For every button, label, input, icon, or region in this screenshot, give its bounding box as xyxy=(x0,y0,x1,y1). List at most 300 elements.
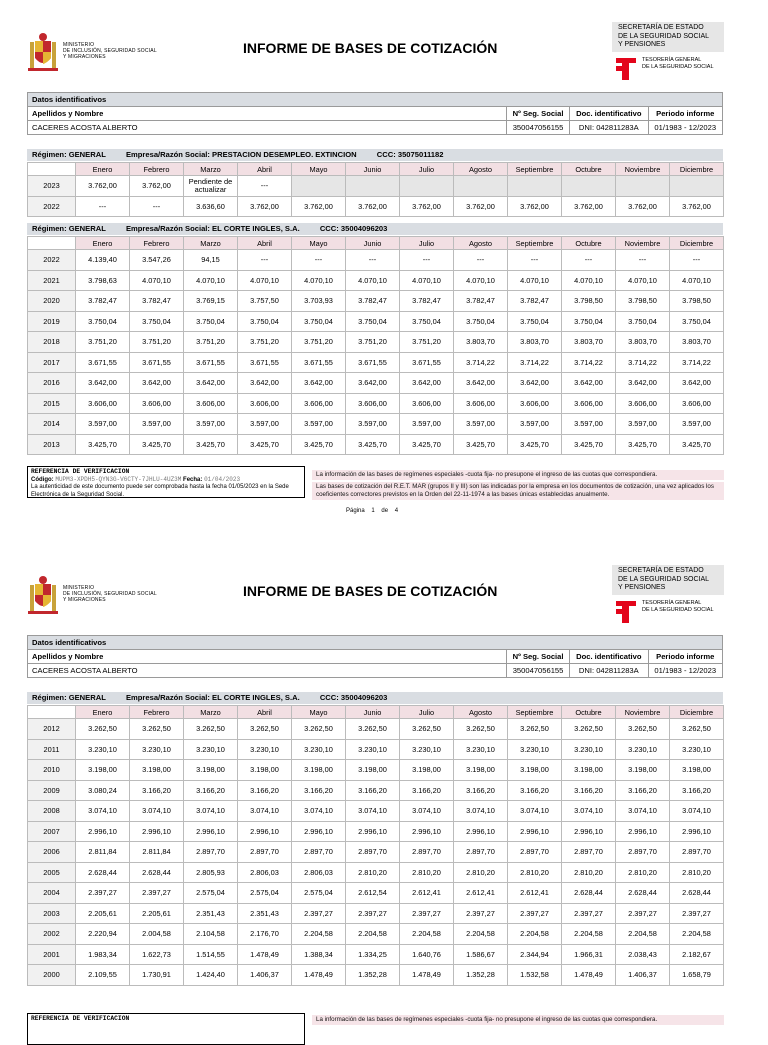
base-value-cell: 94,15 xyxy=(184,250,238,271)
date-label: Fecha: xyxy=(183,476,203,483)
base-value-cell: 1.966,31 xyxy=(562,944,616,965)
base-value-cell: 2.220,94 xyxy=(76,924,130,945)
month-header: Septiembre xyxy=(508,163,562,176)
base-value-cell: 2.397,27 xyxy=(346,903,400,924)
table-row xyxy=(28,924,724,945)
base-value-cell: 2.996,10 xyxy=(238,821,292,842)
base-value-cell: 2.628,44 xyxy=(562,883,616,904)
note: La información de las bases de regímenes especiales -cuota fija- no presupone el ingreso de las cuotas que correspondiera. xyxy=(312,470,724,480)
base-value-cell: 3.642,00 xyxy=(292,373,346,394)
base-value-cell: 3.262,50 xyxy=(130,719,184,740)
base-value-cell: 2.810,20 xyxy=(508,862,562,883)
base-value-cell: 3.166,20 xyxy=(454,780,508,801)
base-value-cell: 3.597,00 xyxy=(184,414,238,435)
base-value-cell: 3.606,00 xyxy=(616,393,670,414)
base-value-cell: --- xyxy=(400,250,454,271)
base-value-cell: 1.730,91 xyxy=(130,965,184,986)
base-value-cell: 3.782,47 xyxy=(346,291,400,312)
base-value-cell: 3.425,70 xyxy=(184,434,238,455)
bases-table xyxy=(27,236,724,455)
table-row xyxy=(28,739,724,760)
verification-text: La autenticidad de este documento puede ser comprobada hasta la fecha 01/05/2023 en la Sede Electrónica de la Seguridad Social. xyxy=(31,484,289,498)
ministry-logo xyxy=(26,30,186,80)
base-value-cell: 3.198,00 xyxy=(76,760,130,781)
base-value-cell: 3.762,00 xyxy=(454,196,508,217)
base-value-cell: 3.198,00 xyxy=(508,760,562,781)
year-cell: 2000 xyxy=(28,965,76,986)
year-cell: 2012 xyxy=(28,719,76,740)
base-value-cell: 3.166,20 xyxy=(130,780,184,801)
base-value-cell: 2.996,10 xyxy=(184,821,238,842)
base-value-cell: 3.198,00 xyxy=(400,760,454,781)
base-value-cell: --- xyxy=(238,250,292,271)
base-value-cell: 2.810,20 xyxy=(400,862,454,883)
base-value-cell: --- xyxy=(238,176,292,197)
base-value-cell: 3.750,04 xyxy=(508,311,562,332)
base-value-cell: 3.714,22 xyxy=(508,352,562,373)
base-value-cell: 3.803,70 xyxy=(454,332,508,353)
ss-value: 350047056155 xyxy=(507,664,570,678)
base-value-cell: 2.397,27 xyxy=(670,903,724,924)
doc-value: DNI: 042811283A xyxy=(570,664,648,678)
report-page-1 xyxy=(0,24,768,520)
base-value-cell: 4.070,10 xyxy=(238,270,292,291)
base-value-cell: 3.762,00 xyxy=(562,196,616,217)
base-value-cell: 3.782,47 xyxy=(76,291,130,312)
base-value-cell: --- xyxy=(454,250,508,271)
year-cell: 2013 xyxy=(28,434,76,455)
verification-date: 01/04/2023 xyxy=(204,475,241,483)
base-value-cell xyxy=(292,176,346,197)
base-value-cell: 3.262,50 xyxy=(346,719,400,740)
base-value-cell: 2.996,10 xyxy=(562,821,616,842)
base-value-cell: 3.606,00 xyxy=(238,393,292,414)
base-value-cell: 3.425,70 xyxy=(76,434,130,455)
base-value-cell xyxy=(454,176,508,197)
base-value-cell: 3.166,20 xyxy=(400,780,454,801)
identity-section-title: Datos identificativos xyxy=(28,636,723,650)
base-value-cell: 1.478,49 xyxy=(400,965,454,986)
year-cell: 2018 xyxy=(28,332,76,353)
base-value-cell: 2.810,20 xyxy=(670,862,724,883)
month-header: Junio xyxy=(346,237,400,250)
base-value-cell: 3.751,20 xyxy=(400,332,454,353)
base-value-cell: 3.597,00 xyxy=(130,414,184,435)
notes xyxy=(312,1015,724,1027)
year-cell: 2006 xyxy=(28,842,76,863)
base-value-cell: 2.182,67 xyxy=(670,944,724,965)
month-header: Noviembre xyxy=(616,237,670,250)
company-label: Empresa/Razón Social: PRESTACION DESEMPLEO. EXTINCION xyxy=(125,150,357,159)
base-value-cell: 3.262,50 xyxy=(76,719,130,740)
base-value-cell: 3.606,00 xyxy=(292,393,346,414)
ministry-line: Y MIGRACIONES xyxy=(63,54,106,60)
base-value-cell: 2.351,43 xyxy=(238,903,292,924)
verification-heading: REFERENCIA DE VERIFICACION xyxy=(31,1015,130,1022)
year-cell: 2011 xyxy=(28,739,76,760)
base-value-cell: --- xyxy=(670,250,724,271)
base-value-cell: 3.230,10 xyxy=(670,739,724,760)
base-value-cell: 3.798,63 xyxy=(76,270,130,291)
base-value-cell: 2.810,20 xyxy=(346,862,400,883)
month-header: Julio xyxy=(400,706,454,719)
base-value-cell: 4.070,10 xyxy=(184,270,238,291)
base-value-cell xyxy=(346,176,400,197)
month-header: Noviembre xyxy=(616,706,670,719)
base-value-cell: 2.351,43 xyxy=(184,903,238,924)
base-value-cell: 3.803,70 xyxy=(562,332,616,353)
base-value-cell: 3.642,00 xyxy=(616,373,670,394)
base-value-cell: 3.597,00 xyxy=(616,414,670,435)
base-value-cell: 3.606,00 xyxy=(400,393,454,414)
base-value-cell: 3.750,04 xyxy=(616,311,670,332)
identity-table xyxy=(27,635,723,678)
base-value-cell: 3.262,50 xyxy=(400,719,454,740)
base-value-cell: 2.897,70 xyxy=(562,842,616,863)
page-title: INFORME DE BASES DE COTIZACIÓN xyxy=(243,40,498,56)
base-value-cell: 3.074,10 xyxy=(184,801,238,822)
base-value-cell: 2.628,44 xyxy=(670,883,724,904)
base-value-cell: 2.205,61 xyxy=(76,903,130,924)
month-header: Noviembre xyxy=(616,163,670,176)
base-value-cell: 3.198,00 xyxy=(562,760,616,781)
base-value-cell: 3.074,10 xyxy=(616,801,670,822)
base-value-cell: 3.642,00 xyxy=(400,373,454,394)
base-value-cell: 2.204,58 xyxy=(670,924,724,945)
table-row xyxy=(28,373,724,394)
base-value-cell: 3.606,00 xyxy=(130,393,184,414)
base-value-cell: 3.750,04 xyxy=(346,311,400,332)
month-header: Abril xyxy=(238,706,292,719)
base-value-cell: 2.204,58 xyxy=(616,924,670,945)
base-value-cell: 3.074,10 xyxy=(292,801,346,822)
base-value-cell: 3.230,10 xyxy=(76,739,130,760)
year-cell: 2023 xyxy=(28,176,76,197)
base-value-cell: 1.640,76 xyxy=(400,944,454,965)
regime-label: Régimen: GENERAL xyxy=(32,693,106,702)
base-value-cell: 2.397,27 xyxy=(130,883,184,904)
base-value-cell: 1.352,28 xyxy=(454,965,508,986)
year-cell: 2005 xyxy=(28,862,76,883)
base-value-cell: 3.425,70 xyxy=(400,434,454,455)
table-row xyxy=(28,965,724,986)
verification-box xyxy=(27,1013,305,1045)
base-value-cell: 3.597,00 xyxy=(508,414,562,435)
coat-of-arms-icon xyxy=(26,32,60,76)
base-value-cell: 3.762,00 xyxy=(130,176,184,197)
base-value-cell: 3.074,10 xyxy=(454,801,508,822)
base-value-cell: 2.575,04 xyxy=(238,883,292,904)
base-value-cell: 4.070,10 xyxy=(292,270,346,291)
base-value-cell: 3.262,50 xyxy=(508,719,562,740)
base-value-cell: 1.478,49 xyxy=(238,944,292,965)
base-value-cell: 1.334,25 xyxy=(346,944,400,965)
name-label: Apellidos y Nombre xyxy=(28,107,507,121)
ministry-line: Y MIGRACIONES xyxy=(63,597,106,603)
base-value-cell: --- xyxy=(130,196,184,217)
base-value-cell: 3.080,24 xyxy=(76,780,130,801)
base-value-cell: 3.714,22 xyxy=(616,352,670,373)
base-value-cell: 3.798,50 xyxy=(670,291,724,312)
base-value-cell: 2.104,58 xyxy=(184,924,238,945)
base-value-cell: 3.262,50 xyxy=(562,719,616,740)
base-value-cell: 2.996,10 xyxy=(400,821,454,842)
base-value-cell: 2.612,41 xyxy=(508,883,562,904)
tesoreria-line: DE LA SEGURIDAD SOCIAL xyxy=(642,64,714,70)
base-value-cell: 3.671,55 xyxy=(184,352,238,373)
base-value-cell: 3.074,10 xyxy=(346,801,400,822)
doc-label: Doc. identificativo xyxy=(570,650,648,664)
base-value-cell: 2.612,41 xyxy=(400,883,454,904)
base-value-cell: 2.897,70 xyxy=(346,842,400,863)
month-header: Febrero xyxy=(130,706,184,719)
base-value-cell: 2.628,44 xyxy=(130,862,184,883)
base-value-cell: 3.751,20 xyxy=(130,332,184,353)
base-value-cell: 3.782,47 xyxy=(454,291,508,312)
base-value-cell: 3.606,00 xyxy=(346,393,400,414)
base-value-cell: 2.996,10 xyxy=(454,821,508,842)
base-value-cell: 2.397,27 xyxy=(292,903,346,924)
base-value-cell: 3.166,20 xyxy=(508,780,562,801)
table-row xyxy=(28,760,724,781)
table-row xyxy=(28,393,724,414)
base-value-cell: 3.425,70 xyxy=(562,434,616,455)
year-cell: 2014 xyxy=(28,414,76,435)
name-label: Apellidos y Nombre xyxy=(28,650,507,664)
note: La información de las bases de regímenes especiales -cuota fija- no presupone el ingreso de las cuotas que correspondiera. xyxy=(312,1015,724,1025)
base-value-cell: 3.425,70 xyxy=(292,434,346,455)
base-value-cell: 3.762,00 xyxy=(76,176,130,197)
base-value-cell: 3.198,00 xyxy=(184,760,238,781)
ministry-line: MINISTERIO xyxy=(63,585,95,591)
base-value-cell: 3.597,00 xyxy=(76,414,130,435)
base-value-cell: 3.425,70 xyxy=(346,434,400,455)
base-value-cell: 2.897,70 xyxy=(184,842,238,863)
table-row xyxy=(28,801,724,822)
base-value-cell: 3.642,00 xyxy=(346,373,400,394)
name-value: CACERES ACOSTA ALBERTO xyxy=(28,121,507,135)
base-value-cell: 3.714,22 xyxy=(562,352,616,373)
base-value-cell: 3.751,20 xyxy=(346,332,400,353)
base-value-cell: 3.750,04 xyxy=(238,311,292,332)
regime-header xyxy=(27,223,723,235)
base-value-cell: 3.198,00 xyxy=(616,760,670,781)
base-value-cell: 2.204,58 xyxy=(508,924,562,945)
base-value-cell: 3.671,55 xyxy=(130,352,184,373)
base-value-cell: 3.230,10 xyxy=(184,739,238,760)
month-header: Diciembre xyxy=(670,706,724,719)
month-header: Enero xyxy=(76,237,130,250)
base-value-cell: --- xyxy=(76,196,130,217)
base-value-cell: 4.070,10 xyxy=(616,270,670,291)
base-value-cell: 3.750,04 xyxy=(184,311,238,332)
year-cell: 2004 xyxy=(28,883,76,904)
base-value-cell: 3.166,20 xyxy=(562,780,616,801)
base-value-cell: 3.606,00 xyxy=(562,393,616,414)
base-value-cell: 2.204,58 xyxy=(292,924,346,945)
table-row xyxy=(28,821,724,842)
base-value-cell: 1.983,34 xyxy=(76,944,130,965)
year-cell: 2022 xyxy=(28,196,76,217)
base-value-cell: 2.897,70 xyxy=(454,842,508,863)
secretaria-line: Y PENSIONES xyxy=(618,584,666,591)
base-value-cell: 3.547,26 xyxy=(130,250,184,271)
base-value-cell: 3.230,10 xyxy=(238,739,292,760)
base-value-cell: 3.762,00 xyxy=(346,196,400,217)
ss-label: Nº Seg. Social xyxy=(507,107,570,121)
pagination xyxy=(346,508,398,514)
page-title: INFORME DE BASES DE COTIZACIÓN xyxy=(243,583,498,599)
month-header: Julio xyxy=(400,163,454,176)
base-value-cell xyxy=(670,176,724,197)
base-value-cell: 1.424,40 xyxy=(184,965,238,986)
base-value-cell: --- xyxy=(616,250,670,271)
base-value-cell: 3.751,20 xyxy=(76,332,130,353)
base-value-cell: 3.262,50 xyxy=(454,719,508,740)
secretaria-line: SECRETARÍA DE ESTADO xyxy=(618,24,704,31)
base-value-cell: 3.642,00 xyxy=(130,373,184,394)
base-value-cell: 3.074,10 xyxy=(508,801,562,822)
base-value-cell: 3.757,50 xyxy=(238,291,292,312)
base-value-cell: 2.996,10 xyxy=(508,821,562,842)
base-value-cell: 2.205,61 xyxy=(130,903,184,924)
page-current: 1 xyxy=(371,508,375,514)
base-value-cell: 2.038,43 xyxy=(616,944,670,965)
base-value-cell: 3.262,50 xyxy=(238,719,292,740)
note: Las bases de cotización del R.E.T. MAR (grupos II y III) son las indicadas por la empresa en los documentos de cotización, una vez aplicados los coeficientes correctores previstos en la Orden del 22-11-1974 a las bases únicas establecidas anualmente. xyxy=(312,482,724,500)
bases-table xyxy=(27,162,724,217)
base-value-cell: 3.782,47 xyxy=(130,291,184,312)
corner-cell xyxy=(28,163,76,176)
tgss-logo-icon xyxy=(614,599,638,625)
base-value-cell: 4.139,40 xyxy=(76,250,130,271)
year-cell: 2009 xyxy=(28,780,76,801)
year-cell: 2015 xyxy=(28,393,76,414)
company-label: Empresa/Razón Social: EL CORTE INGLES, S.A. xyxy=(125,224,300,233)
base-value-cell: 3.782,47 xyxy=(400,291,454,312)
base-value-cell: 2.996,10 xyxy=(616,821,670,842)
base-value-cell: 4.070,10 xyxy=(562,270,616,291)
base-value-cell: 3.769,15 xyxy=(184,291,238,312)
base-value-cell: 3.425,70 xyxy=(238,434,292,455)
base-value-cell: 2.612,54 xyxy=(346,883,400,904)
name-value: CACERES ACOSTA ALBERTO xyxy=(28,664,507,678)
month-header: Diciembre xyxy=(670,163,724,176)
base-value-cell: 2.344,94 xyxy=(508,944,562,965)
base-value-cell: 2.897,70 xyxy=(400,842,454,863)
corner-cell xyxy=(28,706,76,719)
base-value-cell: 3.751,20 xyxy=(184,332,238,353)
base-value-cell: 3.762,00 xyxy=(238,196,292,217)
base-value-cell: 1.406,37 xyxy=(616,965,670,986)
base-value-cell: 3.751,20 xyxy=(292,332,346,353)
base-value-cell: 2.897,70 xyxy=(292,842,346,863)
month-header: Abril xyxy=(238,163,292,176)
table-row xyxy=(28,842,724,863)
base-value-cell: 2.628,44 xyxy=(616,883,670,904)
table-row xyxy=(28,196,724,217)
base-value-cell: 3.606,00 xyxy=(454,393,508,414)
ccc-label: CCC: 35004096203 xyxy=(319,224,388,233)
period-label: Periodo informe xyxy=(648,107,722,121)
base-value-cell: 3.762,00 xyxy=(670,196,724,217)
base-value-cell: 3.597,00 xyxy=(346,414,400,435)
page-label: Página xyxy=(346,508,365,514)
base-value-cell: 4.070,10 xyxy=(346,270,400,291)
table-row xyxy=(28,903,724,924)
month-header: Septiembre xyxy=(508,237,562,250)
month-header: Agosto xyxy=(454,706,508,719)
notes xyxy=(312,470,724,502)
base-value-cell: 3.750,04 xyxy=(292,311,346,332)
base-value-cell: 1.478,49 xyxy=(562,965,616,986)
base-value-cell: 3.166,20 xyxy=(184,780,238,801)
base-value-cell: 3.750,04 xyxy=(454,311,508,332)
base-value-cell: 2.204,58 xyxy=(400,924,454,945)
base-value-cell: 3.642,00 xyxy=(508,373,562,394)
year-cell: 2016 xyxy=(28,373,76,394)
base-value-cell: 2.204,58 xyxy=(562,924,616,945)
month-header: Julio xyxy=(400,237,454,250)
year-cell: 2019 xyxy=(28,311,76,332)
base-value-cell: 4.070,10 xyxy=(454,270,508,291)
table-row xyxy=(28,250,724,271)
month-header: Enero xyxy=(76,163,130,176)
month-header: Marzo xyxy=(184,237,238,250)
base-value-cell: 3.074,10 xyxy=(562,801,616,822)
ministry-logo xyxy=(26,573,186,623)
doc-label: Doc. identificativo xyxy=(570,107,648,121)
base-value-cell: 1.532,58 xyxy=(508,965,562,986)
ss-value: 350047056155 xyxy=(507,121,570,135)
table-row xyxy=(28,332,724,353)
social-security-logo xyxy=(610,565,726,635)
base-value-cell: 3.762,00 xyxy=(508,196,562,217)
base-value-cell: 3.642,00 xyxy=(670,373,724,394)
base-value-cell: 2.897,70 xyxy=(616,842,670,863)
base-value-cell: 2.810,20 xyxy=(454,862,508,883)
base-value-cell: 1.352,28 xyxy=(346,965,400,986)
base-value-cell: 3.074,10 xyxy=(76,801,130,822)
doc-value: DNI: 042811283A xyxy=(570,121,648,135)
tesoreria-line: TESORERÍA GENERAL xyxy=(642,57,702,63)
base-value-cell: 1.586,67 xyxy=(454,944,508,965)
base-value-cell: 3.198,00 xyxy=(670,760,724,781)
table-row xyxy=(28,944,724,965)
page-total: 4 xyxy=(394,508,399,514)
tesoreria-line: TESORERÍA GENERAL xyxy=(642,600,702,606)
month-header: Octubre xyxy=(562,163,616,176)
base-value-cell: 2.996,10 xyxy=(76,821,130,842)
base-value-cell: 3.597,00 xyxy=(454,414,508,435)
base-value-cell: 2.397,27 xyxy=(616,903,670,924)
base-value-cell: 3.606,00 xyxy=(508,393,562,414)
base-value-cell: 2.575,04 xyxy=(292,883,346,904)
table-row xyxy=(28,434,724,455)
year-cell: 2020 xyxy=(28,291,76,312)
base-value-cell: 3.198,00 xyxy=(130,760,184,781)
base-value-cell: 2.996,10 xyxy=(292,821,346,842)
base-value-cell: 3.782,47 xyxy=(508,291,562,312)
base-value-cell: 2.204,58 xyxy=(346,924,400,945)
base-value-cell: 3.074,10 xyxy=(130,801,184,822)
base-value-cell: 2.996,10 xyxy=(670,821,724,842)
base-value-cell: 3.425,70 xyxy=(130,434,184,455)
table-row xyxy=(28,352,724,373)
base-value-cell: --- xyxy=(562,250,616,271)
month-header: Enero xyxy=(76,706,130,719)
base-value-cell: 3.671,55 xyxy=(238,352,292,373)
